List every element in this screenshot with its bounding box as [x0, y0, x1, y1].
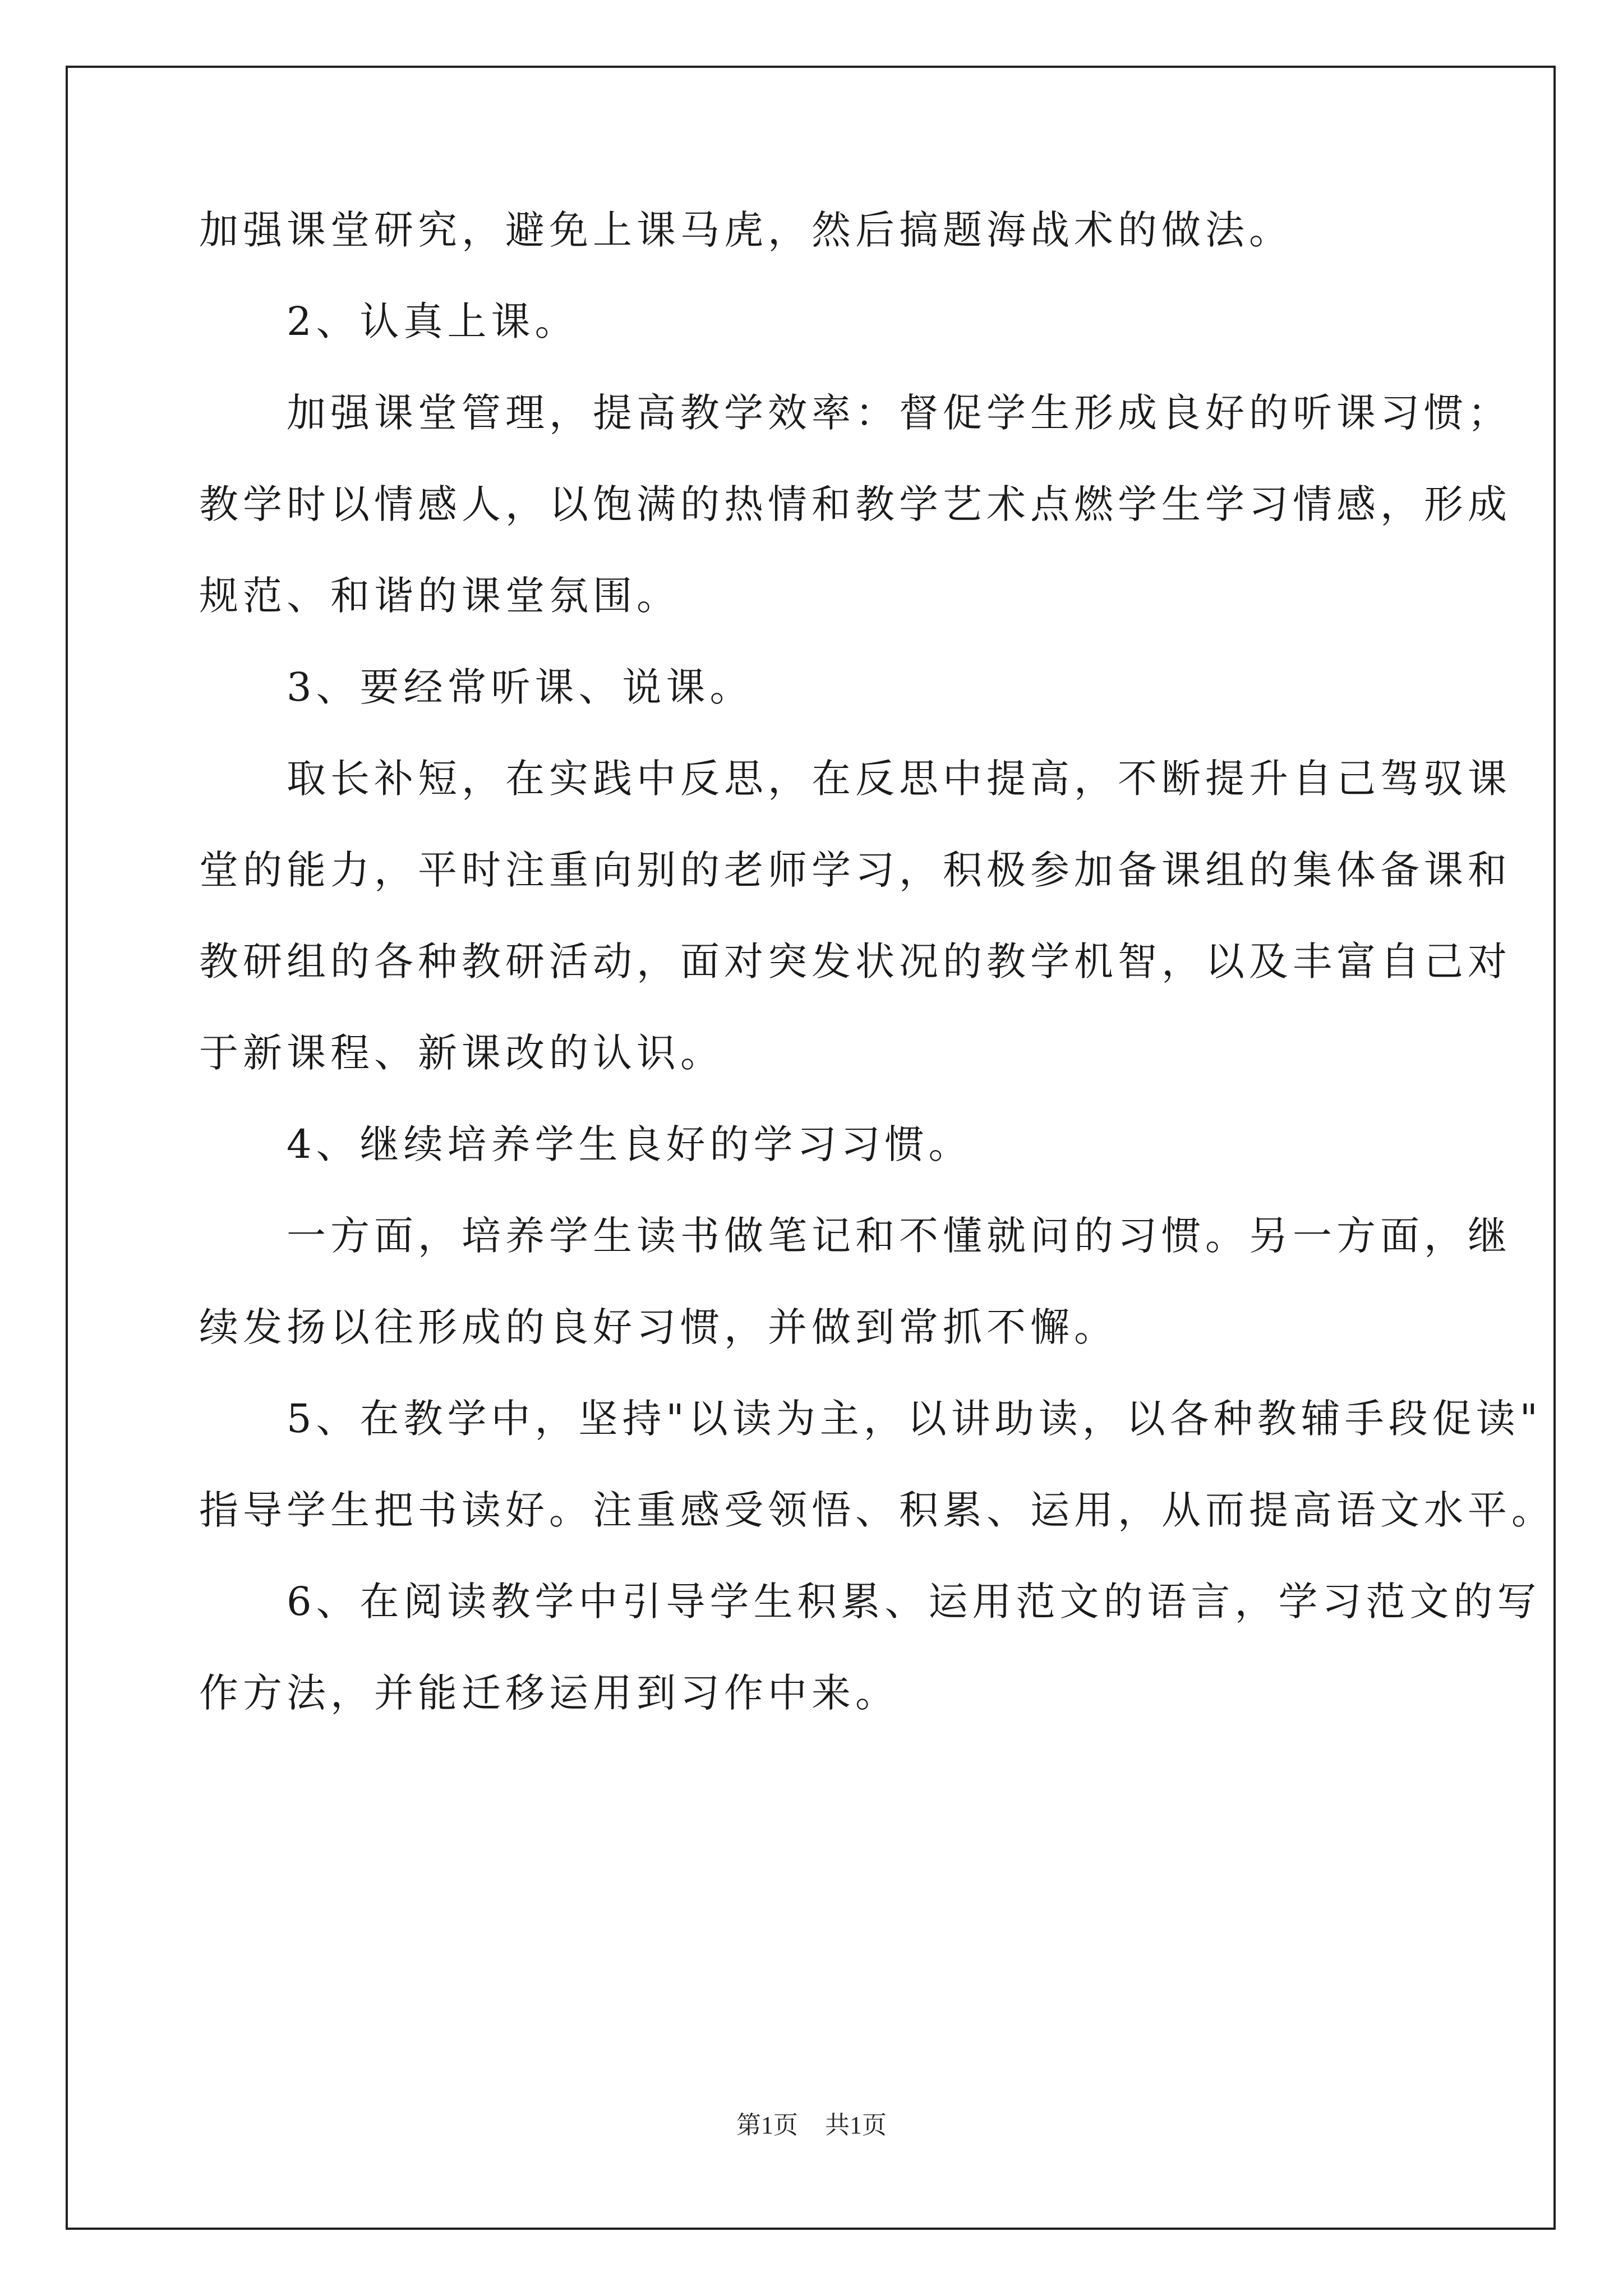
text-line: 作方法，并能迁移运用到习作中来。 [199, 1670, 899, 1716]
heading-line: 5、在教学中，坚持"以读为主，以讲助读，以各种教辅手段促读" [199, 1396, 1542, 1442]
text-line: 加强课堂研究，避免上课马虎，然后搞题海战术的做法。 [199, 207, 1293, 253]
text-line: 加强课堂管理，提高教学效率：督促学生形成良好的听课习惯； [199, 390, 1511, 436]
text-line: 一方面，培养学生读书做笔记和不懂就问的习惯。另一方面，继 [199, 1213, 1511, 1259]
heading-line: 2、认真上课。 [199, 298, 579, 344]
page-footer [0, 2110, 1623, 2141]
text-line: 堂的能力，平时注重向别的老师学习，积极参加备课组的集体备课和 [199, 847, 1511, 893]
heading-line: 4、继续培养学生良好的学习习惯。 [199, 1121, 972, 1167]
text-line: 续发扬以往形成的良好习惯，并做到常抓不懈。 [199, 1304, 1118, 1350]
page-total: 共1页 [825, 2111, 887, 2139]
text-line: 教研组的各种教研活动，面对突发状况的教学机智，以及丰富自己对 [199, 938, 1511, 984]
text-line: 指导学生把书读好。注重感受领悟、积累、运用，从而提高语文水平。 [199, 1487, 1555, 1533]
heading-line: 3、要经常听课、说课。 [199, 664, 754, 710]
text-line: 规范、和谐的课堂氛围。 [199, 573, 680, 619]
text-line: 教学时以情感人，以饱满的热情和教学艺术点燃学生学习情感，形成 [199, 481, 1511, 527]
heading-line: 6、在阅读教学中引导学生积累、运用范文的语言，学习范文的写 [199, 1579, 1541, 1625]
page-number: 第1页 [736, 2111, 798, 2139]
text-line: 于新课程、新课改的认识。 [199, 1030, 724, 1076]
text-line: 取长补短，在实践中反思，在反思中提高，不断提升自己驾驭课 [199, 756, 1511, 802]
